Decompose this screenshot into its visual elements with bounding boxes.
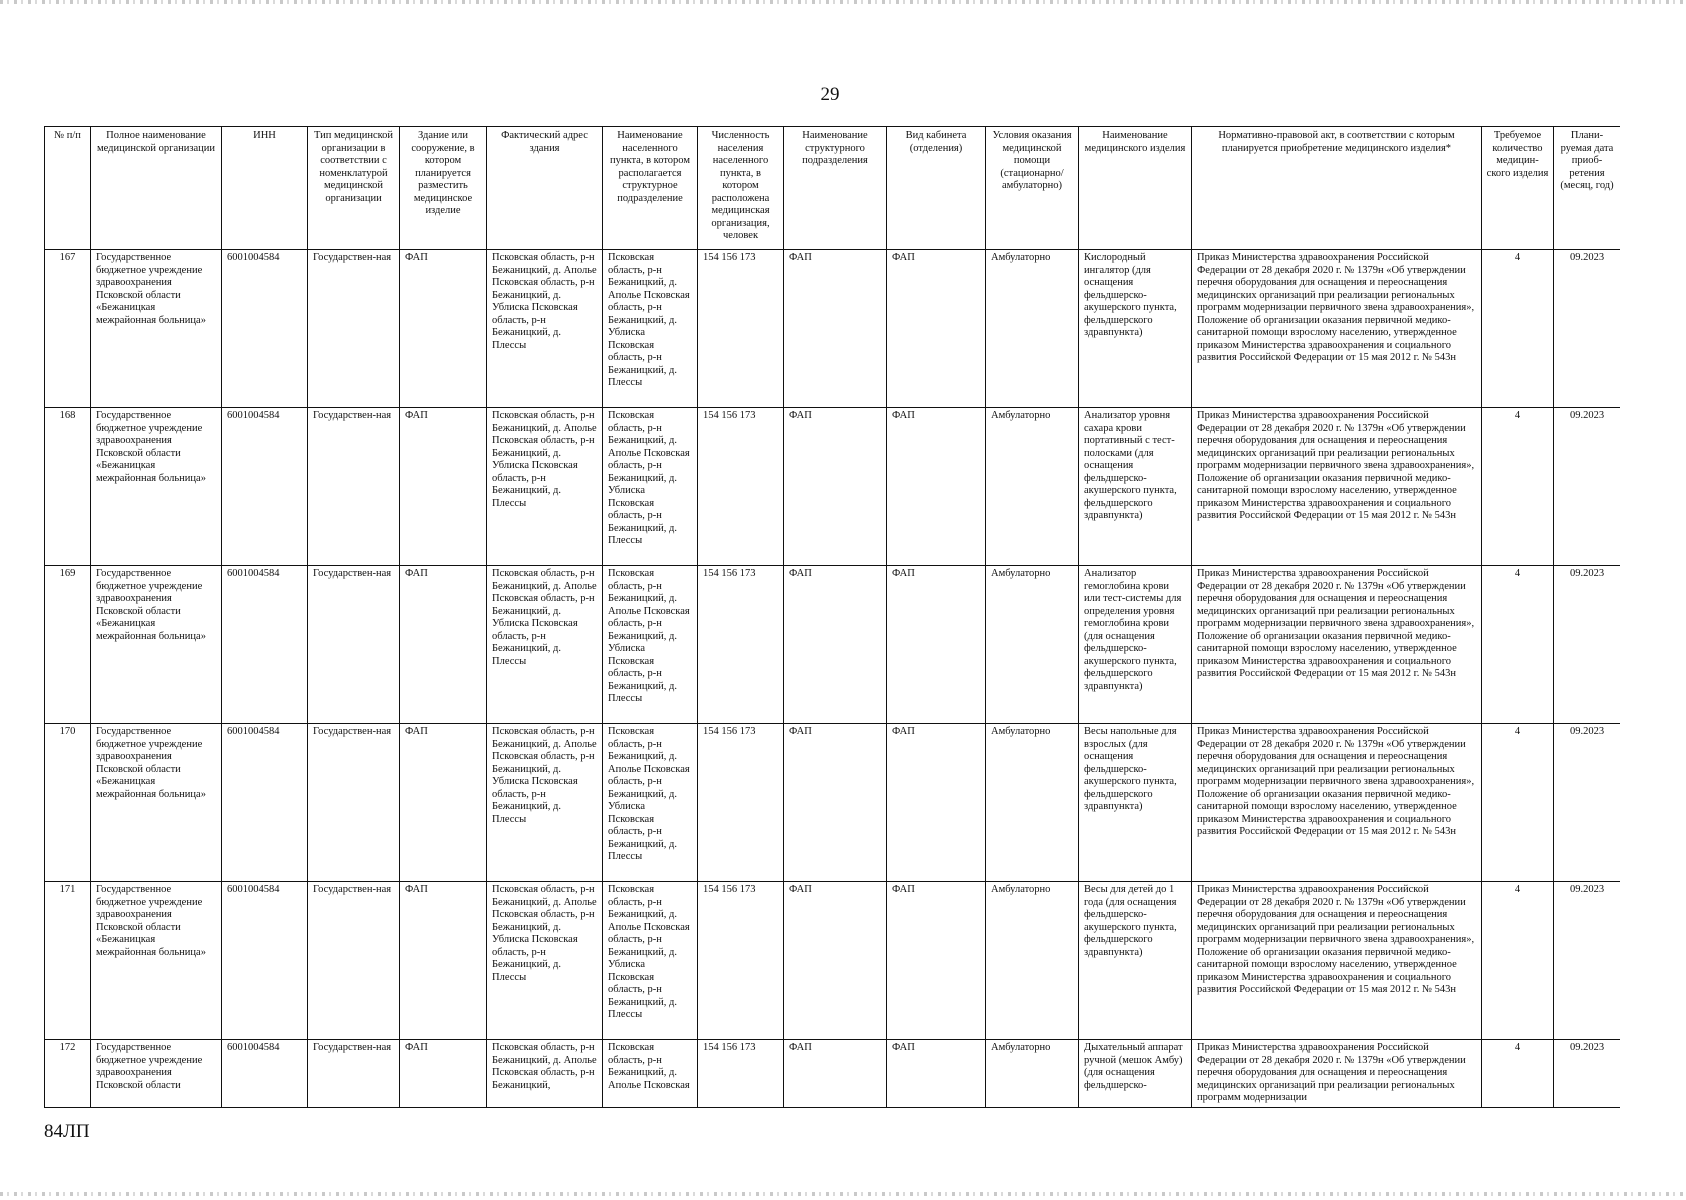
cabinet-type: ФАП: [887, 566, 986, 724]
quantity: 4: [1482, 724, 1554, 882]
scan-edge-bottom: [0, 1192, 1686, 1196]
table-row: [45, 724, 1621, 882]
row-number: 170: [45, 724, 91, 882]
care-conditions: Амбулаторно: [986, 1040, 1079, 1108]
structural-unit: ФАП: [784, 408, 887, 566]
row-number: 169: [45, 566, 91, 724]
population: 154 156 173: [698, 882, 784, 1040]
column-header: Требуемое количество медицин-ского изделия: [1482, 127, 1554, 250]
inn: 6001004584: [222, 250, 308, 408]
org-name: Государственное бюджетное учреждение здравоохранения Псковской области «Бежаницкая межрайонная больница»: [91, 250, 222, 408]
device-name: Дыхательный аппарат ручной (мешок Амбу) (для оснащения фельдшерско-: [1079, 1040, 1192, 1108]
inn: 6001004584: [222, 1040, 308, 1108]
care-conditions: Амбулаторно: [986, 724, 1079, 882]
locality: Псковская область, р-н Бежаницкий, д. Аполье Псковская область, р-н Бежаницкий, д. Ублиска Псковская область, р-н Бежаницкий, д. Плессы: [603, 408, 698, 566]
column-header: Вид кабинета (отделения): [887, 127, 986, 250]
document-code: 84ЛП: [44, 1121, 90, 1142]
column-header: Наименование структурного подразделения: [784, 127, 887, 250]
population: 154 156 173: [698, 250, 784, 408]
purchase-date: 09.2023: [1554, 408, 1621, 566]
locality: Псковская область, р-н Бежаницкий, д. Аполье Псковская область, р-н Бежаницкий, д. Ублиска Псковская область, р-н Бежаницкий, д. Плессы: [603, 250, 698, 408]
legal-act: Приказ Министерства здравоохранения Российской Федерации от 28 декабря 2020 г. № 1379н «Об утверждении перечня оборудования для оснащения и переоснащения медицинских организаций при реализации региональных программ модернизации первичного звена здравоохранения», Положение об организации оказания первичной медико-санитарной помощи взрослому населению, утвержденное приказом Министерства здравоохранения и социального развития Российской Федерации от 15 мая 2012 г. № 543н: [1192, 408, 1482, 566]
locality: Псковская область, р-н Бежаницкий, д. Аполье Псковская область, р-н Бежаницкий, д. Ублиска Псковская область, р-н Бежаницкий, д. Плессы: [603, 724, 698, 882]
column-header: Фактический адрес здания: [487, 127, 603, 250]
inn: 6001004584: [222, 408, 308, 566]
quantity: 4: [1482, 566, 1554, 724]
device-name: Анализатор уровня сахара крови портативный с тест-полосками (для оснащения фельдшерско-акушерского пункта, фельдшерского здравпункта): [1079, 408, 1192, 566]
locality: Псковская область, р-н Бежаницкий, д. Аполье Псковская область, р-н Бежаницкий, д. Ублиска Псковская область, р-н Бежаницкий, д. Плессы: [603, 566, 698, 724]
structural-unit: ФАП: [784, 724, 887, 882]
org-type: Государствен-ная: [308, 408, 400, 566]
row-number: 168: [45, 408, 91, 566]
structural-unit: ФАП: [784, 1040, 887, 1108]
table-row: [45, 1040, 1621, 1108]
column-header: Условия оказания медицинской помощи (стационарно/ амбулаторно): [986, 127, 1079, 250]
address: Псковская область, р-н Бежаницкий, д. Аполье Псковская область, р-н Бежаницкий, д. Ублиска Псковская область, р-н Бежаницкий, д. Плессы: [487, 250, 603, 408]
column-header: Наименование медицинского изделия: [1079, 127, 1192, 250]
table-header-row: [45, 127, 1621, 250]
org-type: Государствен-ная: [308, 1040, 400, 1108]
building: ФАП: [400, 408, 487, 566]
structural-unit: ФАП: [784, 250, 887, 408]
structural-unit: ФАП: [784, 882, 887, 1040]
org-name: Государственное бюджетное учреждение здравоохранения Псковской области: [91, 1040, 222, 1108]
column-header: Полное наименование медицинской организации: [91, 127, 222, 250]
care-conditions: Амбулаторно: [986, 566, 1079, 724]
care-conditions: Амбулаторно: [986, 408, 1079, 566]
row-number: 167: [45, 250, 91, 408]
building: ФАП: [400, 882, 487, 1040]
device-name: Весы для детей до 1 года (для оснащения фельдшерско-акушерского пункта, фельдшерского здравпункта): [1079, 882, 1192, 1040]
org-type: Государствен-ная: [308, 566, 400, 724]
cabinet-type: ФАП: [887, 1040, 986, 1108]
care-conditions: Амбулаторно: [986, 250, 1079, 408]
column-header: Здание или сооружение, в котором планируется разместить медицинское изделие: [400, 127, 487, 250]
quantity: 4: [1482, 882, 1554, 1040]
org-type: Государствен-ная: [308, 250, 400, 408]
org-name: Государственное бюджетное учреждение здравоохранения Псковской области «Бежаницкая межрайонная больница»: [91, 724, 222, 882]
address: Псковская область, р-н Бежаницкий, д. Аполье Псковская область, р-н Бежаницкий,: [487, 1040, 603, 1108]
equipment-table: [44, 126, 1620, 1108]
address: Псковская область, р-н Бежаницкий, д. Аполье Псковская область, р-н Бежаницкий, д. Ублиска Псковская область, р-н Бежаницкий, д. Плессы: [487, 882, 603, 1040]
legal-act: Приказ Министерства здравоохранения Российской Федерации от 28 декабря 2020 г. № 1379н «Об утверждении перечня оборудования для оснащения и переоснащения медицинских организаций при реализации региональных программ модернизации: [1192, 1040, 1482, 1108]
column-header: Численность населения населенного пункта, в котором расположена медицинская организация, человек: [698, 127, 784, 250]
locality: Псковская область, р-н Бежаницкий, д. Аполье Псковская область, р-н Бежаницкий, д. Ублиска Псковская область, р-н Бежаницкий, д. Плессы: [603, 882, 698, 1040]
locality: Псковская область, р-н Бежаницкий, д. Аполье Псковская: [603, 1040, 698, 1108]
quantity: 4: [1482, 1040, 1554, 1108]
row-number: 172: [45, 1040, 91, 1108]
inn: 6001004584: [222, 724, 308, 882]
table-row: [45, 882, 1621, 1040]
cabinet-type: ФАП: [887, 724, 986, 882]
page-number: 29: [820, 84, 840, 105]
population: 154 156 173: [698, 724, 784, 882]
cabinet-type: ФАП: [887, 250, 986, 408]
org-name: Государственное бюджетное учреждение здравоохранения Псковской области «Бежаницкая межрайонная больница»: [91, 882, 222, 1040]
purchase-date: 09.2023: [1554, 566, 1621, 724]
column-header: № п/п: [45, 127, 91, 250]
table-row: [45, 408, 1621, 566]
device-name: Анализатор гемоглобина крови или тест-системы для определения уровня гемоглобина крови (для оснащения фельдшерско-акушерского пункта, фельдшерского здравпункта): [1079, 566, 1192, 724]
building: ФАП: [400, 566, 487, 724]
org-name: Государственное бюджетное учреждение здравоохранения Псковской области «Бежаницкая межрайонная больница»: [91, 566, 222, 724]
quantity: 4: [1482, 250, 1554, 408]
population: 154 156 173: [698, 408, 784, 566]
inn: 6001004584: [222, 882, 308, 1040]
address: Псковская область, р-н Бежаницкий, д. Аполье Псковская область, р-н Бежаницкий, д. Ублиска Псковская область, р-н Бежаницкий, д. Плессы: [487, 724, 603, 882]
purchase-date: 09.2023: [1554, 882, 1621, 1040]
building: ФАП: [400, 250, 487, 408]
legal-act: Приказ Министерства здравоохранения Российской Федерации от 28 декабря 2020 г. № 1379н «Об утверждении перечня оборудования для оснащения и переоснащения медицинских организаций при реализации региональных программ модернизации первичного звена здравоохранения», Положение об организации оказания первичной медико-санитарной помощи взрослому населению, утвержденное приказом Министерства здравоохранения и социального развития Российской Федерации от 15 мая 2012 г. № 543н: [1192, 882, 1482, 1040]
equipment-table-wrapper: [44, 126, 1620, 1108]
purchase-date: 09.2023: [1554, 724, 1621, 882]
building: ФАП: [400, 1040, 487, 1108]
column-header: Тип медицинской организации в соответствии с номенклатурой медицинской организации: [308, 127, 400, 250]
column-header: Плани-руемая дата приоб-ретения (месяц, год): [1554, 127, 1621, 250]
population: 154 156 173: [698, 1040, 784, 1108]
legal-act: Приказ Министерства здравоохранения Российской Федерации от 28 декабря 2020 г. № 1379н «Об утверждении перечня оборудования для оснащения и переоснащения медицинских организаций при реализации региональных программ модернизации первичного звена здравоохранения», Положение об организации оказания первичной медико-санитарной помощи взрослому населению, утвержденное приказом Министерства здравоохранения и социального развития Российской Федерации от 15 мая 2012 г. № 543н: [1192, 250, 1482, 408]
care-conditions: Амбулаторно: [986, 882, 1079, 1040]
device-name: Весы напольные для взрослых (для оснащения фельдшерско-акушерского пункта, фельдшерского здравпункта): [1079, 724, 1192, 882]
address: Псковская область, р-н Бежаницкий, д. Аполье Псковская область, р-н Бежаницкий, д. Ублиска Псковская область, р-н Бежаницкий, д. Плессы: [487, 408, 603, 566]
structural-unit: ФАП: [784, 566, 887, 724]
scan-edge-top: [0, 0, 1686, 4]
population: 154 156 173: [698, 566, 784, 724]
building: ФАП: [400, 724, 487, 882]
org-type: Государствен-ная: [308, 882, 400, 1040]
row-number: 171: [45, 882, 91, 1040]
org-type: Государствен-ная: [308, 724, 400, 882]
cabinet-type: ФАП: [887, 882, 986, 1040]
cabinet-type: ФАП: [887, 408, 986, 566]
org-name: Государственное бюджетное учреждение здравоохранения Псковской области «Бежаницкая межрайонная больница»: [91, 408, 222, 566]
table-row: [45, 566, 1621, 724]
inn: 6001004584: [222, 566, 308, 724]
table-row: [45, 250, 1621, 408]
column-header: Наименование населенного пункта, в котором располагается структурное подразделение: [603, 127, 698, 250]
legal-act: Приказ Министерства здравоохранения Российской Федерации от 28 декабря 2020 г. № 1379н «Об утверждении перечня оборудования для оснащения и переоснащения медицинских организаций при реализации региональных программ модернизации первичного звена здравоохранения», Положение об организации оказания первичной медико-санитарной помощи взрослому населению, утвержденное приказом Министерства здравоохранения и социального развития Российской Федерации от 15 мая 2012 г. № 543н: [1192, 566, 1482, 724]
quantity: 4: [1482, 408, 1554, 566]
column-header: Нормативно-правовой акт, в соответствии с которым планируется приобретение медицинского изделия*: [1192, 127, 1482, 250]
legal-act: Приказ Министерства здравоохранения Российской Федерации от 28 декабря 2020 г. № 1379н «Об утверждении перечня оборудования для оснащения и переоснащения медицинских организаций при реализации региональных программ модернизации первичного звена здравоохранения», Положение об организации оказания первичной медико-санитарной помощи взрослому населению, утвержденное приказом Министерства здравоохранения и социального развития Российской Федерации от 15 мая 2012 г. № 543н: [1192, 724, 1482, 882]
column-header: ИНН: [222, 127, 308, 250]
address: Псковская область, р-н Бежаницкий, д. Аполье Псковская область, р-н Бежаницкий, д. Ублиска Псковская область, р-н Бежаницкий, д. Плессы: [487, 566, 603, 724]
purchase-date: 09.2023: [1554, 1040, 1621, 1108]
device-name: Кислородный ингалятор (для оснащения фельдшерско-акушерского пункта, фельдшерского здравпункта): [1079, 250, 1192, 408]
purchase-date: 09.2023: [1554, 250, 1621, 408]
